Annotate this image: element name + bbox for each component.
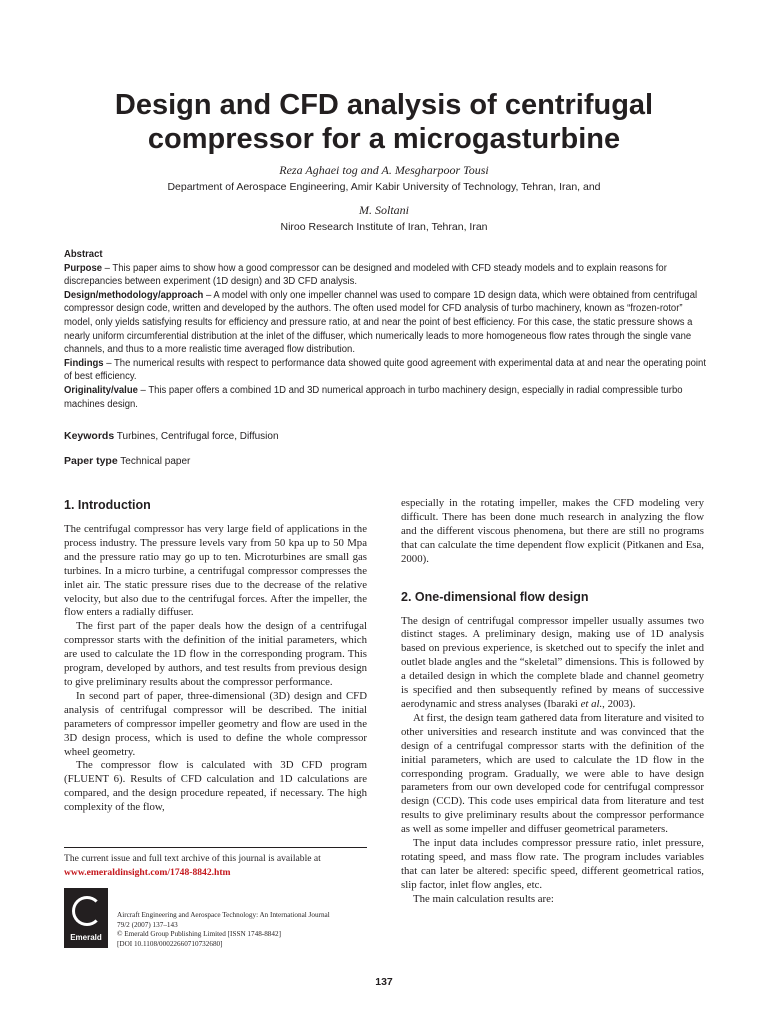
section2-paragraph-3: The input data includes compressor pressure ratio, inlet pressure, rotating speed, and mass flow rate. The program includes variables that can later be altered: specific speed, different geometrical ratios, slip factor, inlet flow angles, etc. xyxy=(401,837,704,891)
section2-heading: 2. One-dimensional flow design xyxy=(401,589,589,604)
abstract xyxy=(64,248,708,411)
doi: [DOI 10.1108/00022660710732680] xyxy=(117,939,223,948)
abstract-originality xyxy=(64,384,708,411)
intro-continued: especially in the rotating impeller, makes the CFD modeling very difficult. There has been done much research in analyzing the flow and the different viscous phenomena, but there are still no programs that can calculate the time dependent flow explicit (Pitkanen and Esa, 2000). xyxy=(401,497,704,565)
abstract-heading: Abstract xyxy=(64,249,103,260)
purpose-label: Purpose xyxy=(64,262,103,274)
intro-paragraph-1: The centrifugal compressor has very large field of applications in the process industry. The pressure levels vary from 50 kpa up to 50 Mpa and the pressure ratio may go up to ten. Microturbines are small gas turbines. In a micro turbine, a centrifugal compressor compresses the inlet air. The static pressure rises due to the decrease of the relative velocity, but also due to the centrifugal forces. After the impeller, the flow enters a radially diffuser. xyxy=(64,523,367,619)
keywords-text: Turbines, Centrifugal force, Diffusion xyxy=(114,431,279,442)
section2-paragraph-4: The main calculation results are: xyxy=(413,892,554,905)
secondary-author: M. Soltani xyxy=(359,203,409,217)
section2-paragraph-2: At first, the design team gathered data from literature and visited to other universities and research institute and was convinced that the design of a centrifugal compressor starts with the definition of the initial parameters, which are used to calculate the 1D flow in the corresponding program. Gradually, we were able to have design parameters from our own developed code for centrifugal compressor design (CCD). This code uses empirical data from literature and test results to give preliminary results about the compressor performance as well as some impeller and diffuser geometrical parameters. xyxy=(401,711,704,836)
abstract-design xyxy=(64,289,708,357)
findings-text: – The numerical results with respect to performance data showed quite good agreement with experimental data at and near the operating point of best efficiency. xyxy=(64,357,706,383)
primary-authors: Reza Aghaei tog and A. Mesgharpoor Tousi xyxy=(279,163,489,177)
paper-type-label: Paper type xyxy=(64,455,118,467)
page-number: 137 xyxy=(375,976,393,988)
findings-label: Findings xyxy=(64,357,104,369)
footnote-text: The current issue and full text archive of this journal is available at xyxy=(64,853,321,864)
section2-p1-post: , 2003). xyxy=(602,697,636,710)
intro-paragraph-3: In second part of paper, three-dimensional (3D) design and CFD analysis of centrifugal compressor will be described. The initial parameters of compressor impeller geometry and flow are used in the 3D design process, which is used to define the whole compressor wheel geometry. xyxy=(64,689,367,758)
abstract-purpose xyxy=(64,262,708,289)
paper-title xyxy=(0,88,768,156)
title-line-2: compressor for a microgasturbine xyxy=(147,123,621,155)
intro-heading: 1. Introduction xyxy=(64,498,151,512)
footnote-rule xyxy=(64,847,367,848)
left-column xyxy=(64,497,367,815)
footnote xyxy=(64,852,374,880)
paper-type xyxy=(64,455,190,467)
abstract-findings xyxy=(64,357,708,384)
originality-label: Originality/value xyxy=(64,384,138,396)
title-line-1: Design and CFD analysis of centrifugal xyxy=(114,89,654,121)
intro-paragraph-2: The first part of the paper deals how the design of a centrifugal compressor starts with the definition of the initial parameters, which are used to calculate the 1D flow in the corresponding program. This program, developed by authors, and test results from previous design to give preliminary results about the compressor performance. xyxy=(64,620,367,688)
purpose-text: – This paper aims to show how a good compressor can be designed and modeled with CFD steady models and to explain reasons for discrepancies between experiment (1D design) and 3D CFD analysis. xyxy=(64,262,667,288)
keywords xyxy=(64,430,279,442)
secondary-affiliation: Niroo Research Institute of Iran, Tehran, Iran xyxy=(280,221,488,233)
intro-paragraph-4: The compressor flow is calculated with 3D CFD program (FLUENT 6). Results of CFD calculation and 1D calculations are compared, and the design procedure repeated, if necessary. The high complexity of the flow, xyxy=(64,759,367,814)
design-label: Design/methodology/approach xyxy=(64,289,204,301)
primary-affiliation: Department of Aerospace Engineering, Amir Kabir University of Technology, Tehran, Iran, and xyxy=(167,181,601,193)
emerald-logo xyxy=(64,888,108,948)
emerald-logo-icon xyxy=(72,896,102,926)
paper-type-text: Technical paper xyxy=(117,456,191,467)
design-text: – A model with only one impeller channel was used to compare 1D design data, which were obtained from centrifugal compressor design code, written and developed by the authors. The often used model for CFD analysis of turbo machinery, known as “frozen-rotor” model, only yields satisfying results for efficiency and pressure ratio, at and near the point of best efficiency. For this case, the static pressure shows a nearly uniform circumferential distribution at the inlet of the diffuser, which numerically leads to more homogeneous flow rates through the single vane channels, and thus to a more realistic time averaged flow distribution. xyxy=(64,289,698,356)
journal-url-link[interactable]: www.emeraldinsight.com/1748-8842.htm xyxy=(64,867,231,878)
journal-volume: 79/2 (2007) 137–143 xyxy=(117,920,178,929)
emerald-logo-text: Emerald xyxy=(70,933,102,942)
section2-p1-pre: The design of centrifugal compressor impeller usually assumes two distinct stages. A preliminary design, making use of 1D analysis based on previous experience, is sketched out to specify the inlet and outlet blade angles and the “skeletal” dimensions. This is followed by a detailed design in which the complete blade and channel geometry is specified and then subsequently refined by means of successive aerodynamic and stress analyses (Ibaraki xyxy=(401,614,704,710)
section2-p1-etal: et al. xyxy=(580,697,603,710)
keywords-label: Keywords xyxy=(64,430,115,442)
originality-text: – This paper offers a combined 1D and 3D numerical approach in turbo machinery design, especially in radial compressible turbo machines design. xyxy=(64,384,683,410)
copyright: © Emerald Group Publishing Limited [ISSN 1748-8842] xyxy=(117,930,281,939)
section2-paragraph-1 xyxy=(401,615,704,712)
journal-name: Aircraft Engineering and Aerospace Technology: An International Journal xyxy=(117,911,330,919)
publication-info xyxy=(117,911,377,949)
right-column xyxy=(401,497,704,907)
